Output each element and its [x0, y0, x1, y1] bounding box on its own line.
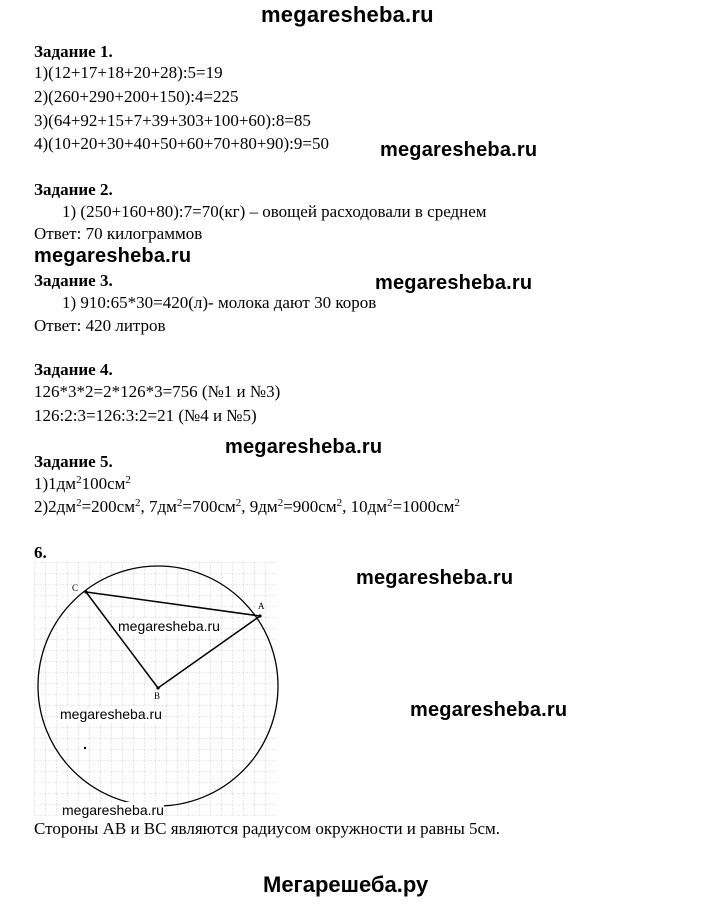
label-b: B: [154, 691, 161, 701]
footer-site-name: Мегарешеба.ру: [263, 872, 429, 897]
task3-line: 1) 910:65*30=420(л)- молока дают 30 коров: [62, 293, 377, 312]
task5-heading: Задание 5.: [34, 452, 113, 471]
task6-heading: 6.: [34, 543, 47, 562]
point-c: [84, 590, 87, 593]
task1-line-2: 2)(260+290+200+150):4=225: [34, 87, 239, 106]
grid-background: [34, 562, 276, 816]
watermark-figure-bottom: megaresheba.ru: [62, 802, 164, 818]
watermark-right-2: megaresheba.ru: [375, 272, 533, 294]
point-a: [258, 614, 261, 617]
task4-line-2: 126:2:3=126:3:2=21 (№4 и №5): [34, 406, 257, 425]
task4-line-1: 126*3*2=2*126*3=756 (№1 и №3): [34, 382, 281, 401]
task6-conclusion: Стороны АВ и ВС являются радиусом окружности и равны 5см.: [34, 819, 501, 838]
watermark-top: megaresheba.ru: [261, 2, 434, 27]
watermark-left-2: megaresheba.ru: [34, 245, 192, 267]
watermark-figure-center: megaresheba.ru: [118, 618, 220, 634]
task1-line-4: 4)(10+20+30+40+50+60+70+80+90):9=50: [34, 134, 329, 153]
watermark-right-1: megaresheba.ru: [380, 139, 538, 161]
task2-heading: Задание 2.: [34, 180, 113, 199]
label-a: A: [258, 601, 265, 611]
task5-line-2: $2)2дм^2=200см^2$, $7дм^2=700см^2$, $9дм^2=900см^2$, $10дм^2=1000см^2$: [34, 497, 460, 516]
task2-line: 1) (250+160+80):7=70(кг) – овощей расходовали в среднем: [62, 202, 487, 221]
watermark-figure-left: megaresheba.ru: [60, 706, 162, 722]
watermark-mid-4: megaresheba.ru: [225, 436, 383, 458]
stray-dot: [84, 747, 86, 749]
task1-heading: Задание 1.: [34, 42, 113, 61]
task4-heading: Задание 4.: [34, 360, 113, 379]
task3-answer: Ответ: 420 литров: [34, 316, 166, 335]
geometry-figure: [30, 560, 290, 820]
task5-line-1: $1)1дм^2100см^2$: [34, 474, 131, 493]
task2-answer: Ответ: 70 килограммов: [34, 224, 203, 243]
point-b: [156, 686, 159, 689]
label-c: C: [72, 583, 79, 593]
watermark-right-6a: megaresheba.ru: [356, 567, 514, 589]
task1-line-1: 1)(12+17+18+20+28):5=19: [34, 63, 223, 82]
watermark-right-6b: megaresheba.ru: [410, 699, 568, 721]
task3-heading: Задание 3.: [34, 271, 113, 290]
task1-line-3: 3)(64+92+15+7+39+303+100+60):8=85: [34, 111, 311, 130]
